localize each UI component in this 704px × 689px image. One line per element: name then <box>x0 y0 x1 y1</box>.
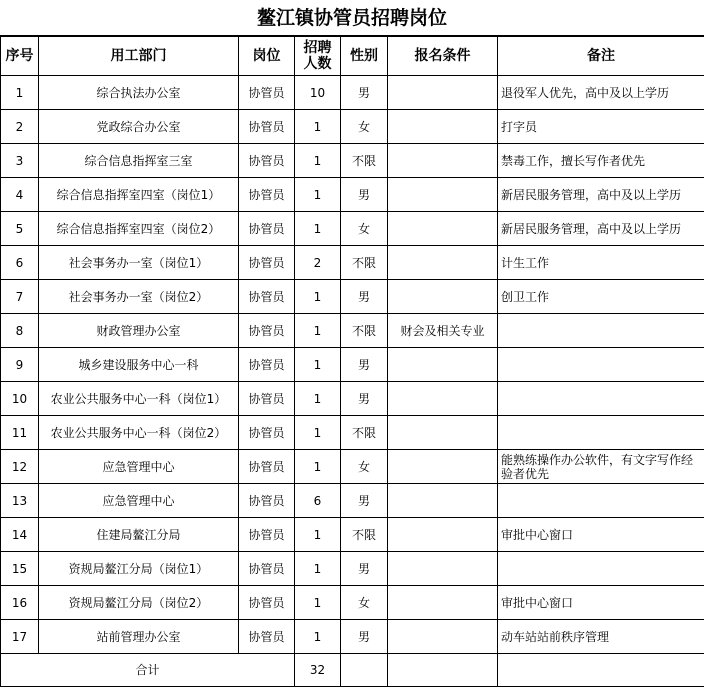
cell-count: 1 <box>295 416 341 450</box>
cell-dept: 综合信息指挥室四室（岗位2） <box>39 212 239 246</box>
cell-index: 5 <box>1 212 39 246</box>
cell-gender: 女 <box>341 110 388 144</box>
cell-index: 11 <box>1 416 39 450</box>
cell-remark: 新居民服务管理，高中及以上学历 <box>498 212 704 246</box>
cell-post: 协管员 <box>239 586 295 620</box>
cell-remark: 禁毒工作，擅长写作者优先 <box>498 144 704 178</box>
cell-remark: 计生工作 <box>498 246 704 280</box>
cell-req <box>388 212 498 246</box>
cell-gender: 男 <box>341 620 388 654</box>
cell-gender: 男 <box>341 382 388 416</box>
cell-gender: 女 <box>341 450 388 484</box>
cell-req <box>388 586 498 620</box>
cell-post: 协管员 <box>239 110 295 144</box>
cell-remark <box>498 552 704 586</box>
header-count-line1: 招聘 <box>303 40 332 56</box>
cell-remark: 打字员 <box>498 110 704 144</box>
cell-remark: 审批中心窗口 <box>498 586 704 620</box>
header-post: 岗位 <box>239 37 295 76</box>
cell-index: 4 <box>1 178 39 212</box>
cell-index: 1 <box>1 76 39 110</box>
cell-remark <box>498 314 704 348</box>
cell-post: 协管员 <box>239 416 295 450</box>
cell-remark: 新居民服务管理，高中及以上学历 <box>498 178 704 212</box>
cell-dept: 资规局鳌江分局（岗位2） <box>39 586 239 620</box>
cell-count: 1 <box>295 620 341 654</box>
cell-dept: 应急管理中心 <box>39 484 239 518</box>
cell-req <box>388 280 498 314</box>
cell-remark: 退役军人优先，高中及以上学历 <box>498 76 704 110</box>
cell-gender: 女 <box>341 586 388 620</box>
header-index: 序号 <box>1 37 39 76</box>
table-row <box>1 586 704 620</box>
cell-index: 14 <box>1 518 39 552</box>
cell-count: 1 <box>295 552 341 586</box>
cell-count: 1 <box>295 280 341 314</box>
cell-post: 协管员 <box>239 450 295 484</box>
cell-index: 3 <box>1 144 39 178</box>
cell-req <box>388 416 498 450</box>
cell-index: 9 <box>1 348 39 382</box>
cell-post: 协管员 <box>239 348 295 382</box>
header-dept: 用工部门 <box>39 37 239 76</box>
cell-index: 12 <box>1 450 39 484</box>
cell-dept: 农业公共服务中心一科（岗位2） <box>39 416 239 450</box>
cell-gender: 男 <box>341 348 388 382</box>
cell-req <box>388 382 498 416</box>
cell-index: 2 <box>1 110 39 144</box>
cell-count: 1 <box>295 314 341 348</box>
table-row <box>1 314 704 348</box>
cell-count: 1 <box>295 212 341 246</box>
header-count-line2: 人数 <box>303 56 332 72</box>
cell-gender: 不限 <box>341 518 388 552</box>
cell-remark <box>498 484 704 518</box>
cell-count: 6 <box>295 484 341 518</box>
cell-dept: 住建局鳌江分局 <box>39 518 239 552</box>
header-count <box>295 37 341 76</box>
cell-req <box>388 178 498 212</box>
table-row <box>1 382 704 416</box>
table-row <box>1 212 704 246</box>
cell-post: 协管员 <box>239 212 295 246</box>
cell-dept: 财政管理办公室 <box>39 314 239 348</box>
cell-req: 财会及相关专业 <box>388 314 498 348</box>
cell-remark: 创卫工作 <box>498 280 704 314</box>
page-title: 鳌江镇协管员招聘岗位 <box>0 0 704 36</box>
cell-remark: 能熟练操作办公软件，有文字写作经验者优先 <box>498 450 704 484</box>
cell-dept: 综合信息指挥室三室 <box>39 144 239 178</box>
total-row <box>1 654 704 687</box>
cell-post: 协管员 <box>239 246 295 280</box>
cell-index: 8 <box>1 314 39 348</box>
total-count: 32 <box>295 654 341 687</box>
cell-dept: 社会事务办一室（岗位2） <box>39 280 239 314</box>
cell-count: 10 <box>295 76 341 110</box>
cell-count: 1 <box>295 144 341 178</box>
total-gender-empty <box>341 654 388 687</box>
cell-count: 2 <box>295 246 341 280</box>
cell-remark: 动车站站前秩序管理 <box>498 620 704 654</box>
table-row <box>1 484 704 518</box>
cell-gender: 不限 <box>341 314 388 348</box>
cell-index: 16 <box>1 586 39 620</box>
cell-count: 1 <box>295 348 341 382</box>
header-gender: 性别 <box>341 37 388 76</box>
cell-dept: 站前管理办公室 <box>39 620 239 654</box>
table-row <box>1 110 704 144</box>
cell-post: 协管员 <box>239 144 295 178</box>
cell-gender: 女 <box>341 212 388 246</box>
cell-index: 15 <box>1 552 39 586</box>
cell-gender: 不限 <box>341 144 388 178</box>
cell-remark: 审批中心窗口 <box>498 518 704 552</box>
cell-post: 协管员 <box>239 280 295 314</box>
cell-req <box>388 246 498 280</box>
total-remark-empty <box>498 654 704 687</box>
cell-index: 6 <box>1 246 39 280</box>
cell-dept: 党政综合办公室 <box>39 110 239 144</box>
cell-post: 协管员 <box>239 178 295 212</box>
cell-dept: 资规局鳌江分局（岗位1） <box>39 552 239 586</box>
cell-gender: 男 <box>341 552 388 586</box>
table-row <box>1 620 704 654</box>
table-row <box>1 246 704 280</box>
table-row <box>1 178 704 212</box>
cell-index: 10 <box>1 382 39 416</box>
cell-index: 17 <box>1 620 39 654</box>
cell-gender: 男 <box>341 76 388 110</box>
cell-dept: 农业公共服务中心一科（岗位1） <box>39 382 239 416</box>
cell-req <box>388 76 498 110</box>
cell-count: 1 <box>295 110 341 144</box>
header-row <box>1 37 704 76</box>
table-row <box>1 76 704 110</box>
table-row <box>1 144 704 178</box>
table-row <box>1 280 704 314</box>
cell-post: 协管员 <box>239 76 295 110</box>
cell-remark <box>498 348 704 382</box>
cell-gender: 男 <box>341 484 388 518</box>
cell-gender: 男 <box>341 178 388 212</box>
cell-gender: 不限 <box>341 416 388 450</box>
cell-post: 协管员 <box>239 382 295 416</box>
cell-remark <box>498 416 704 450</box>
table-row <box>1 450 704 484</box>
cell-req <box>388 450 498 484</box>
cell-post: 协管员 <box>239 484 295 518</box>
total-req-empty <box>388 654 498 687</box>
table-body <box>1 76 704 654</box>
cell-index: 13 <box>1 484 39 518</box>
cell-req <box>388 348 498 382</box>
cell-req <box>388 518 498 552</box>
cell-count: 1 <box>295 450 341 484</box>
cell-dept: 应急管理中心 <box>39 450 239 484</box>
table-row <box>1 552 704 586</box>
cell-post: 协管员 <box>239 620 295 654</box>
cell-dept: 城乡建设服务中心一科 <box>39 348 239 382</box>
cell-post: 协管员 <box>239 552 295 586</box>
cell-count: 1 <box>295 178 341 212</box>
recruitment-table <box>0 36 704 687</box>
cell-req <box>388 110 498 144</box>
cell-dept: 综合执法办公室 <box>39 76 239 110</box>
cell-dept: 综合信息指挥室四室（岗位1） <box>39 178 239 212</box>
cell-req <box>388 484 498 518</box>
cell-req <box>388 552 498 586</box>
cell-post: 协管员 <box>239 314 295 348</box>
cell-remark <box>498 382 704 416</box>
header-req: 报名条件 <box>388 37 498 76</box>
table-row <box>1 348 704 382</box>
total-label: 合计 <box>1 654 295 687</box>
cell-count: 1 <box>295 382 341 416</box>
cell-req <box>388 144 498 178</box>
cell-gender: 不限 <box>341 246 388 280</box>
table-row <box>1 518 704 552</box>
table-row <box>1 416 704 450</box>
cell-post: 协管员 <box>239 518 295 552</box>
cell-count: 1 <box>295 586 341 620</box>
cell-index: 7 <box>1 280 39 314</box>
cell-count: 1 <box>295 518 341 552</box>
header-remark: 备注 <box>498 37 704 76</box>
cell-req <box>388 620 498 654</box>
cell-dept: 社会事务办一室（岗位1） <box>39 246 239 280</box>
cell-gender: 男 <box>341 280 388 314</box>
